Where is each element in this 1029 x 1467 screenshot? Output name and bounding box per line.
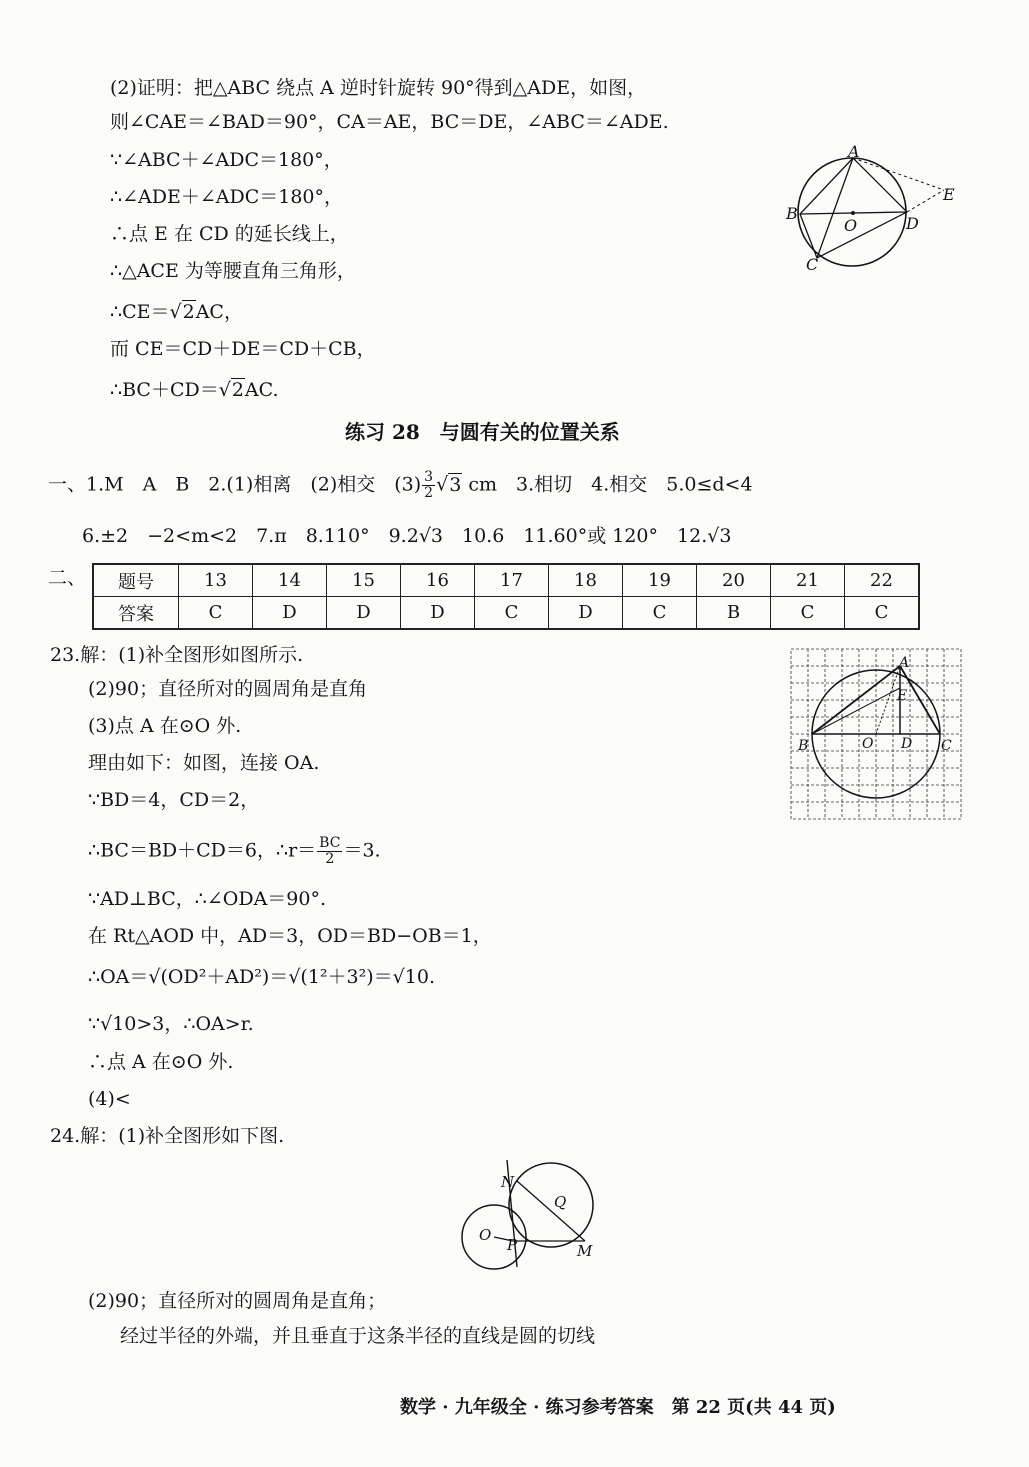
q23-line-6-b: ＝3. bbox=[343, 839, 381, 862]
q23-line-2: (2)90；直径所对的圆周角是直角 bbox=[88, 678, 368, 700]
fig1-label-c: C bbox=[806, 255, 819, 274]
answer-table-ans-19: C bbox=[623, 597, 697, 630]
answer-table-ans-15: D bbox=[327, 597, 401, 630]
part1-frac-den: 2 bbox=[424, 485, 434, 501]
answer-table-answer-label: 答案 bbox=[93, 597, 179, 630]
answer-table-num-21: 21 bbox=[771, 564, 845, 597]
answer-table-header-row bbox=[93, 564, 919, 597]
answer-table-num-14: 14 bbox=[253, 564, 327, 597]
fig3-label-p: P bbox=[507, 1236, 518, 1254]
q23-line-6-a: ∴BC＝BD＋CD＝6，∴r＝ bbox=[88, 839, 317, 862]
fig1-label-e: E bbox=[943, 185, 955, 204]
fig3-segment-nm bbox=[517, 1181, 585, 1241]
proof-line-9-a: ∴BC＋CD＝√ bbox=[110, 379, 231, 401]
proof-line-9 bbox=[110, 378, 279, 402]
q23-line-8: 在 Rt△AOD 中，AD＝3，OD＝BD−OB＝1， bbox=[88, 925, 492, 947]
part1-line-2: 6.±2 −2<m<2 7.π 8.110° 9.2√3 10.6 11.60°或 120° 12.√3 bbox=[82, 525, 732, 547]
part1-sqrt-radicand: 3 bbox=[449, 473, 462, 496]
answer-table-num-20: 20 bbox=[697, 564, 771, 597]
fig1-label-o: O bbox=[844, 216, 858, 235]
section-title: 练习 28 与圆有关的位置关系 bbox=[345, 420, 620, 444]
answer-table-num-13: 13 bbox=[179, 564, 253, 597]
fig2-label-d: D bbox=[901, 736, 913, 752]
q24-line-1: 24.解：(1)补全图形如下图. bbox=[50, 1125, 285, 1147]
q24-line-3: 经过半径的外端，并且垂直于这条半径的直线是圆的切线 bbox=[120, 1325, 596, 1347]
answer-table-ans-14: D bbox=[253, 597, 327, 630]
part1-prefix: 一、 bbox=[48, 473, 87, 496]
answer-table-ans-13: C bbox=[179, 597, 253, 630]
proof-line-7-a: ∴CE＝√ bbox=[110, 301, 182, 323]
answer-table-ans-18: D bbox=[549, 597, 623, 630]
q24-line-2: (2)90；直径所对的圆周角是直角； bbox=[88, 1290, 387, 1312]
fig1-label-a: A bbox=[848, 142, 860, 161]
figure-grid-circle bbox=[790, 648, 962, 820]
fig1-label-b: B bbox=[786, 204, 798, 223]
fig1-quadrilateral bbox=[800, 158, 907, 258]
answer-table-num-17: 17 bbox=[475, 564, 549, 597]
fig2-label-a: A bbox=[899, 655, 910, 671]
answer-table-ans-22: C bbox=[845, 597, 920, 630]
fig1-dashed-de bbox=[907, 190, 944, 212]
q23-line-4: 理由如下：如图，连接 OA. bbox=[88, 752, 320, 774]
proof-line-7-c: AC， bbox=[195, 301, 243, 323]
answer-table-ans-21: C bbox=[771, 597, 845, 630]
q23-line-5: ∵BD＝4，CD＝2， bbox=[88, 789, 260, 811]
q23-line-11: ∴点 A 在⊙O 外. bbox=[88, 1051, 234, 1073]
fig3-circle-q bbox=[509, 1163, 593, 1247]
proof-line-4: ∴∠ADE＋∠ADC＝180°， bbox=[110, 186, 344, 208]
answer-table bbox=[92, 563, 920, 630]
part1-sqrt-sign: √ bbox=[436, 473, 449, 496]
fig3-label-o: O bbox=[479, 1226, 492, 1244]
answer-table-num-18: 18 bbox=[549, 564, 623, 597]
q23-line-1: 23.解：(1)补全图形如图所示. bbox=[50, 644, 304, 666]
proof-line-6: ∴△ACE 为等腰直角三角形， bbox=[110, 260, 356, 282]
q23-fraction bbox=[317, 836, 342, 867]
q23-frac-num: BC bbox=[319, 835, 341, 851]
q23-line-12: (4)< bbox=[88, 1088, 131, 1110]
proof-line-2: 则∠CAE＝∠BAD＝90°，CA＝AE，BC＝DE，∠ABC＝∠ADE. bbox=[110, 111, 669, 133]
part2-prefix: 二、 bbox=[48, 567, 87, 589]
proof-line-3: ∵∠ABC＋∠ADC＝180°， bbox=[110, 149, 343, 171]
part1-line-1 bbox=[48, 470, 753, 501]
part1-d: cm 3.相切 4.相交 5.0≤d<4 bbox=[462, 473, 753, 496]
proof-line-1: (2)证明：把△ABC 绕点 A 逆时针旋转 90°得到△ADE，如图， bbox=[110, 77, 647, 99]
answer-table-num-19: 19 bbox=[623, 564, 697, 597]
proof-line-5: ∴点 E 在 CD 的延长线上， bbox=[110, 223, 349, 245]
proof-line-8: 而 CE＝CD＋DE＝CD＋CB， bbox=[110, 338, 376, 360]
page-footer: 数学 · 九年级全 · 练习参考答案 第 22 页(共 44 页) bbox=[400, 1397, 836, 1418]
q23-frac-den: 2 bbox=[325, 851, 335, 867]
fig3-label-q: Q bbox=[554, 1193, 567, 1211]
q23-line-6 bbox=[88, 836, 381, 867]
proof-line-9-c: AC. bbox=[244, 379, 279, 401]
fig1-center-dot bbox=[851, 211, 855, 215]
fig1-label-d: D bbox=[906, 214, 919, 233]
fig2-label-c: C bbox=[941, 738, 952, 754]
part1-fraction bbox=[422, 470, 435, 501]
figure-circle-rotation bbox=[780, 140, 970, 280]
fig2-label-e: E bbox=[897, 688, 908, 704]
answer-table-num-22: 22 bbox=[845, 564, 920, 597]
answer-table-ans-17: C bbox=[475, 597, 549, 630]
answer-table-num-15: 15 bbox=[327, 564, 401, 597]
fig3-label-m: M bbox=[577, 1242, 593, 1260]
figure-tangent bbox=[455, 1155, 605, 1270]
proof-line-9-radicand: 2 bbox=[231, 379, 244, 401]
fig2-label-b: B bbox=[798, 738, 809, 754]
q23-line-9: ∴OA＝√(OD²＋AD²)＝√(1²＋3²)＝√10. bbox=[88, 966, 435, 988]
answer-table-ans-20: B bbox=[697, 597, 771, 630]
answer-table-num-16: 16 bbox=[401, 564, 475, 597]
proof-line-7-radicand: 2 bbox=[182, 301, 195, 323]
q23-line-3: (3)点 A 在⊙O 外. bbox=[88, 715, 242, 737]
part1-a: 1.M A B 2.(1)相离 (2)相交 (3) bbox=[86, 473, 422, 496]
q23-line-10: ∵√10>3，∴OA>r. bbox=[88, 1013, 254, 1035]
fig2-label-o: O bbox=[862, 736, 874, 752]
part1-frac-num: 3 bbox=[424, 469, 434, 485]
proof-line-7 bbox=[110, 300, 243, 324]
answer-table-answer-row bbox=[93, 597, 919, 630]
answer-table-ans-16: D bbox=[401, 597, 475, 630]
answer-table-header-label: 题号 bbox=[93, 564, 179, 597]
fig3-label-n: N bbox=[501, 1173, 515, 1191]
q23-line-7: ∵AD⊥BC，∴∠ODA＝90°. bbox=[88, 888, 327, 910]
